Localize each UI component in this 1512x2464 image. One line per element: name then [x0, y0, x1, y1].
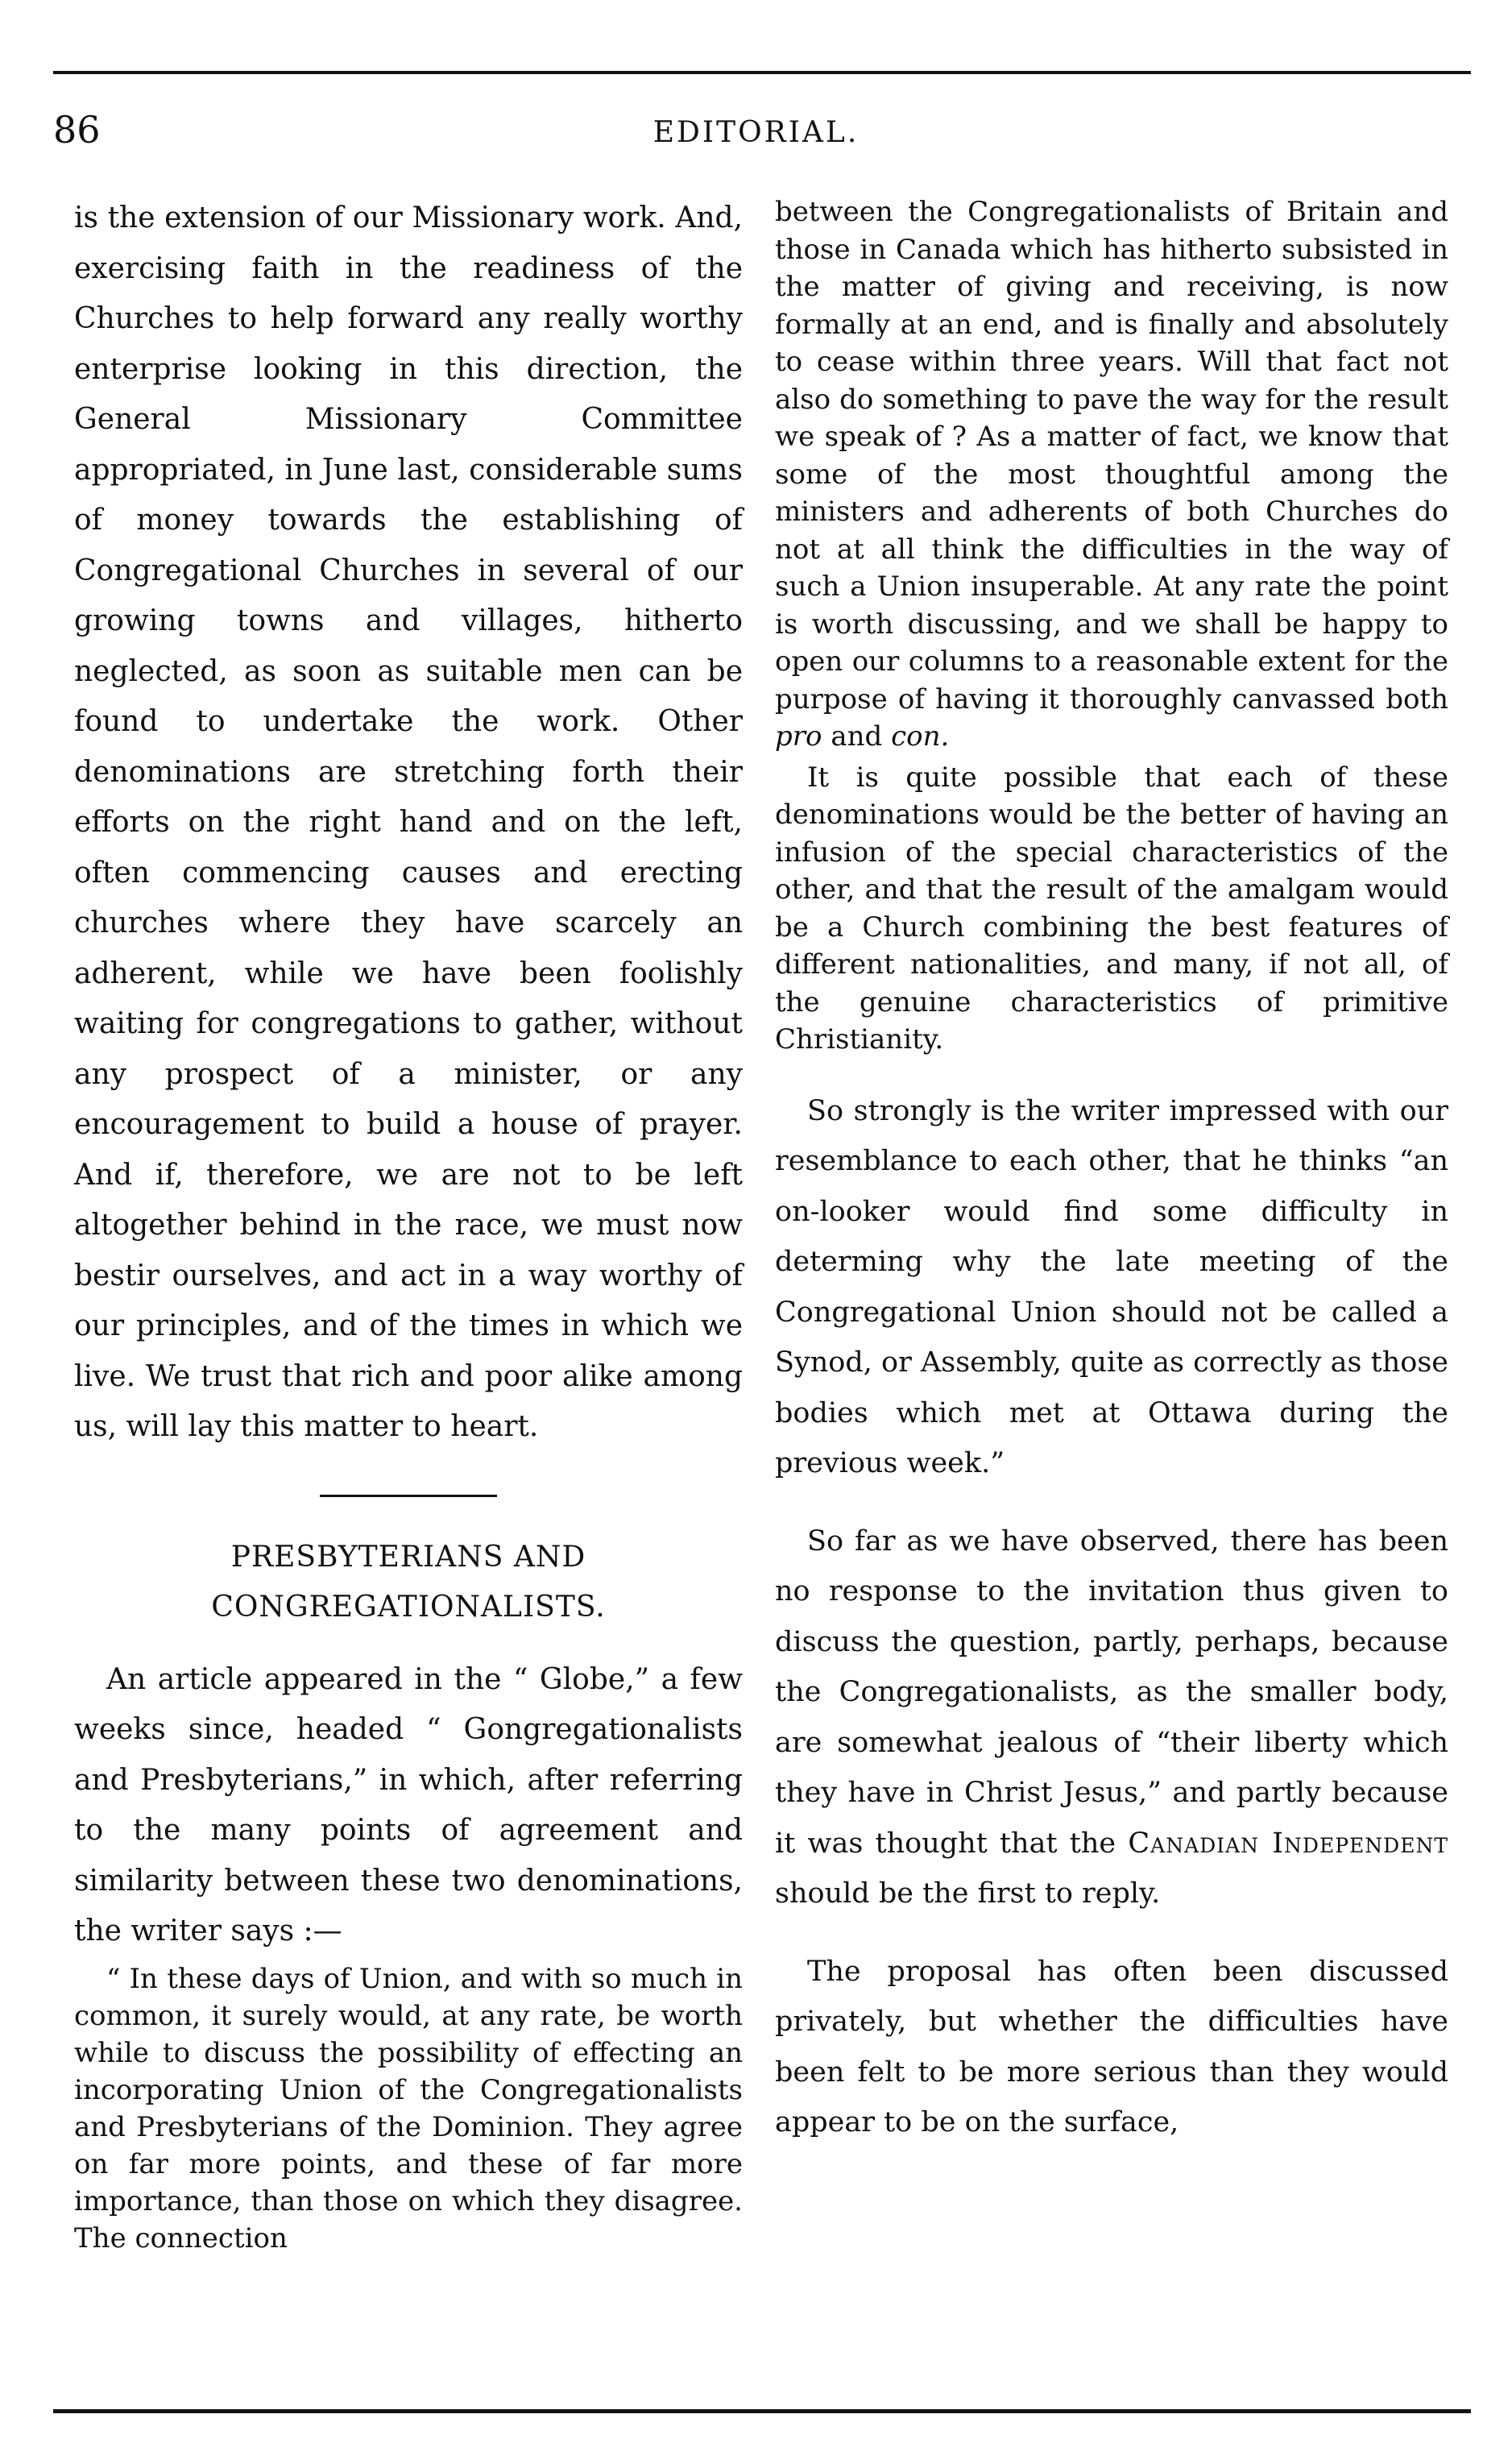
- paragraph-no-response-start: So far as we have observed, there has been no response to the invitation thus given to discuss the question, partly, perhaps, because the Congregationalists, as the smaller body, are somewhat jealous of “their liberty which they have in Christ Jesus,” and partly because it was thought that the: [775, 1524, 1448, 1860]
- paragraph-no-response-end: should be the first to reply.: [775, 1877, 1161, 1910]
- page-number: 86: [53, 108, 101, 151]
- quote-pro: pro: [775, 720, 822, 753]
- paragraph-missionary-work: is the extension of our Missionary work. And, exercising faith in the readiness of the Churches to help forward any really worthy enterprise looking in this direction, the General Missionary Committee appropriated, in June last, considerable sums of money towards the establishing of Congregational Churches in several of our growing towns and villages, hitherto neglected, as soon as suitable men can be found to undertake the work. Other denominations are stretching forth their efforts on the right hand and on the left, often commencing causes and erecting churches where they have scarcely an adherent, while we have been foolishly waiting for congregations to gather, without any prospect of a minister, or any encouragement to build a house of prayer. And if, therefore, we are not to be left altogether behind in the race, we must now bestir ourselves, and act in a way worthy of our principles, and of the times in which we live. We trust that rich and poor alike among us, will lay this matter to heart.: [74, 201, 743, 1443]
- quote-and: and: [831, 720, 883, 753]
- paragraph-resemblance: So strongly is the writer impressed with our resemblance to each other, that he thinks “an on-looker would find some difficulty in determing why the late meeting of the Congregational Union should not be called a Synod, or Assembly, quite as correctly as those bodies which met at Ottawa during the previous week.”: [775, 1094, 1448, 1479]
- left-column: [74, 193, 743, 2257]
- quote-continuation-text: between the Congregationalists of Britain and those in Canada which has hitherto subsisted in the matter of giving and receiving, is now formally at an end, and is finally and absolutely to cease within three years. Will that fact not also do something to pave the way for the result we speak of ? As a matter of fact, we know that some of the most thoughtful among the ministers and adherents of both Churches do not at all think the difficulties in the way of such a Union insuperable. At any rate the point is worth discussing, and we shall be happy to open our columns to a reasonable extent for the purpose of having it thoroughly canvassed both: [775, 196, 1448, 716]
- quote-continuation: [775, 193, 1448, 756]
- right-column: [775, 193, 1448, 2148]
- section-title: PRESBYTERIANS AND CONGREGATIONALISTS.: [211, 1540, 606, 1624]
- journal-name: Canadian Independent: [1128, 1827, 1448, 1860]
- bottom-rule: [53, 2409, 1471, 2413]
- quote-con: con.: [891, 720, 950, 753]
- paragraph-no-response: [775, 1516, 1448, 1919]
- running-title: EDITORIAL.: [652, 116, 860, 149]
- quote-second-paragraph: It is quite possible that each of these denominations would be the better of having an infusion of the special characteristics of the other, and that the result of the amalgam would be a Church combining the best features of different nationalities, and many, if not all, of the genuine characteristics of primitive Christianity.: [775, 761, 1448, 1056]
- paragraph-globe-article: An article appeared in the “ Globe,” a few weeks since, headed “ Gongregationalists and Presbyterians,” in which, after referring to the many points of agreement and similarity between these two denominations, the writer says :—: [74, 1662, 743, 1948]
- paragraph-proposal: The proposal has often been discussed privately, but whether the difficulties have been felt to be more serious than they would appear to be on the surface,: [775, 1955, 1448, 2138]
- quote-paragraph: “ In these days of Union, and with so much in common, it surely would, at any rate, be worth while to discuss the possibility of effecting an incorporating Union of the Congregationalists and Presbyterians of the Dominion. They agree on far more points, and these of far more importance, than those on which they disagree. The connection: [74, 1962, 743, 2255]
- section-separator: [320, 1495, 497, 1497]
- top-rule: [53, 71, 1471, 74]
